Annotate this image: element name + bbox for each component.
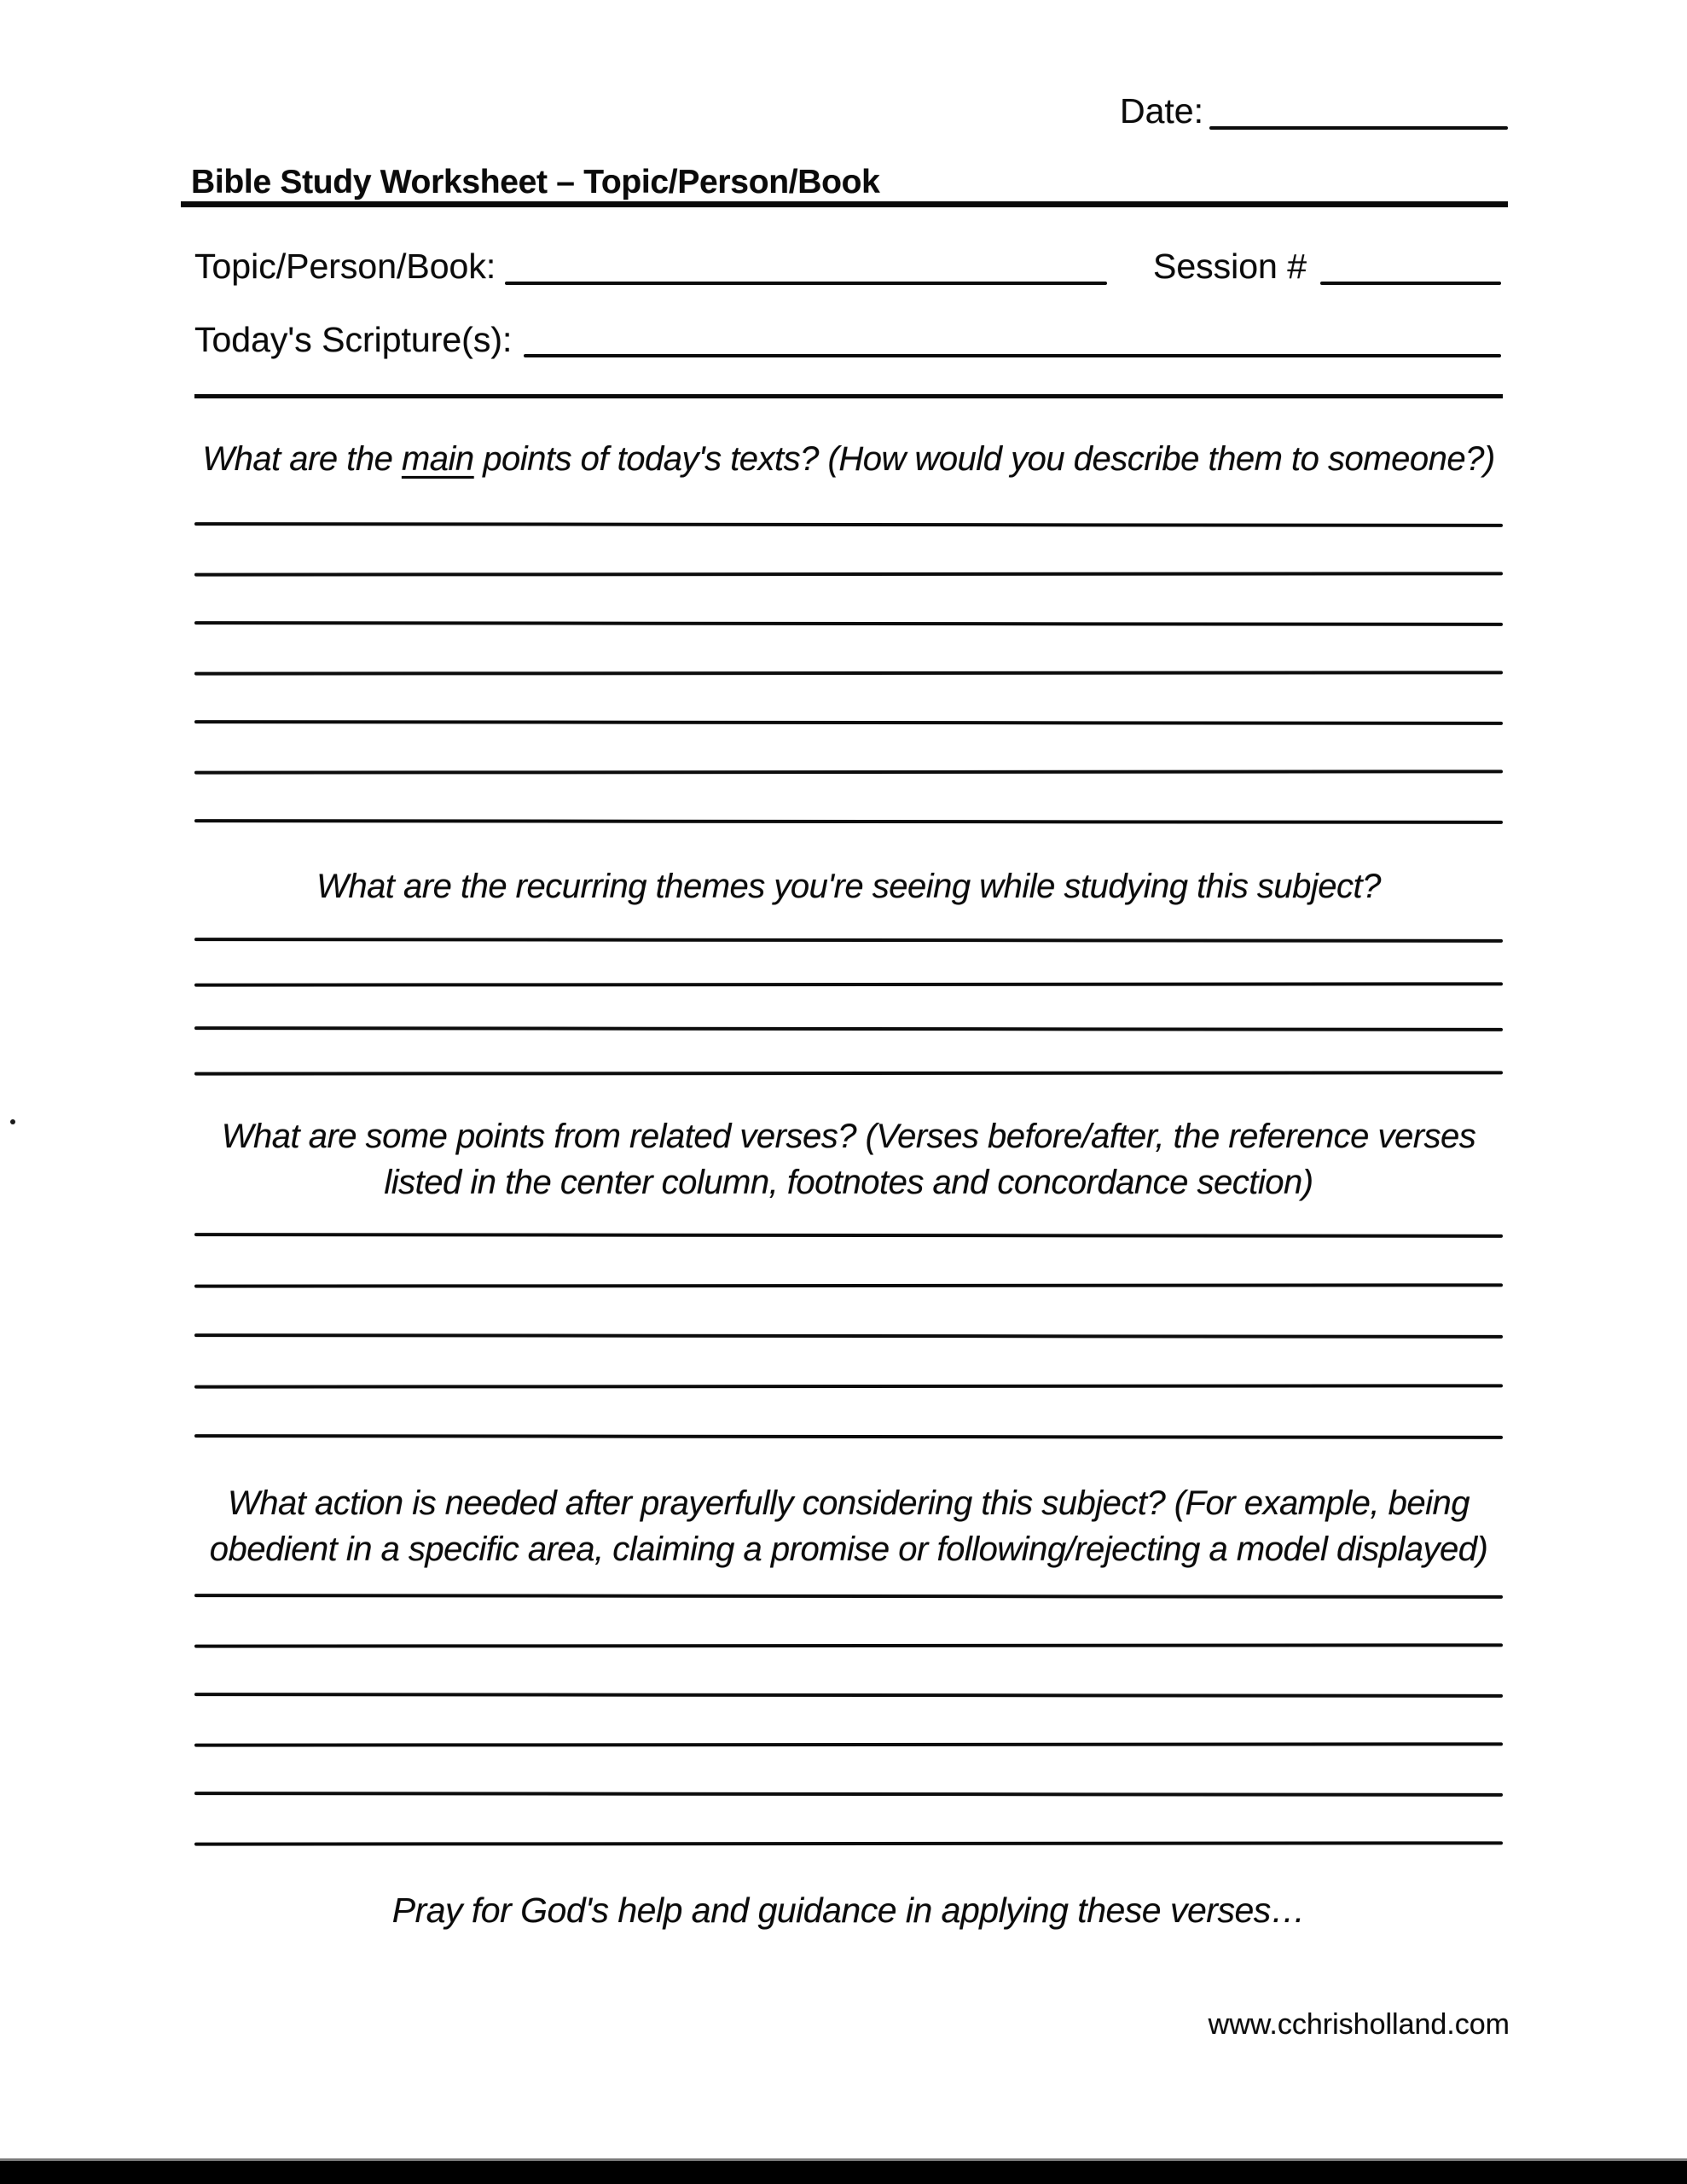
answer-line (194, 522, 1503, 527)
answer-line (194, 1841, 1503, 1845)
section-divider (194, 394, 1503, 398)
question-text-suffix: points of today's texts? (How would you describe them to someone?) (473, 440, 1495, 478)
date-fill-line (1209, 126, 1508, 130)
title-underline (181, 201, 1508, 207)
related-verses-answer-lines (194, 1234, 1503, 1485)
topic-person-book-fill-line (505, 282, 1107, 285)
question-action-needed (194, 1480, 1503, 1572)
answer-line (194, 1384, 1503, 1388)
answer-line (194, 1594, 1503, 1599)
website-url: www.cchrisholland.com (1208, 2008, 1510, 2041)
answer-line (194, 1071, 1503, 1075)
question-related-verses (194, 1113, 1503, 1205)
answer-line (194, 720, 1503, 725)
answer-line (194, 621, 1503, 626)
answer-line (194, 1742, 1503, 1746)
answer-line (194, 1643, 1503, 1647)
answer-line (194, 1026, 1503, 1031)
answer-line (194, 938, 1503, 943)
answer-line (194, 1283, 1503, 1287)
todays-scripture-fill-line (524, 354, 1501, 357)
recurring-themes-answer-lines (194, 938, 1503, 1116)
answer-line (194, 1792, 1503, 1797)
question-line-1: What are some points from related verses? (Verses before/after, the reference verses (221, 1118, 1476, 1155)
main-points-answer-lines (194, 523, 1503, 869)
prayer-note: Pray for God's help and guidance in applying these verses… (391, 1891, 1306, 1930)
answer-line (194, 1233, 1503, 1238)
answer-line (194, 1434, 1503, 1439)
answer-line (194, 982, 1503, 986)
question-main-points (194, 436, 1503, 482)
answer-line (194, 1333, 1503, 1339)
date-label: Date: (1120, 91, 1203, 131)
question-line-1: What action is needed after prayerfully considering this subject? (For example, being (227, 1484, 1470, 1522)
question-recurring-themes: What are the recurring themes you're seeing while studying this subject? (316, 868, 1381, 905)
todays-scripture-label: Today's Scripture(s): (194, 320, 513, 359)
underlined-word: main (401, 440, 474, 478)
answer-line (194, 671, 1503, 675)
question-line-2: listed in the center column, footnotes and concordance section) (384, 1164, 1313, 1201)
scan-speck (10, 1119, 15, 1124)
answer-line (194, 572, 1503, 576)
worksheet-title: Bible Study Worksheet – Topic/Person/Book (191, 164, 880, 200)
action-needed-answer-lines (194, 1594, 1503, 1891)
session-number-label: Session # (1153, 247, 1307, 286)
scanner-edge-bar (0, 2158, 1687, 2184)
answer-line (194, 1693, 1503, 1698)
topic-person-book-label: Topic/Person/Book: (194, 247, 496, 286)
question-line-2: obedient in a specific area, claiming a promise or following/rejecting a model displayed) (209, 1531, 1488, 1568)
session-number-fill-line (1320, 282, 1501, 285)
answer-line (194, 770, 1503, 774)
answer-line (194, 819, 1503, 824)
question-text-prefix: What are the (202, 440, 402, 478)
